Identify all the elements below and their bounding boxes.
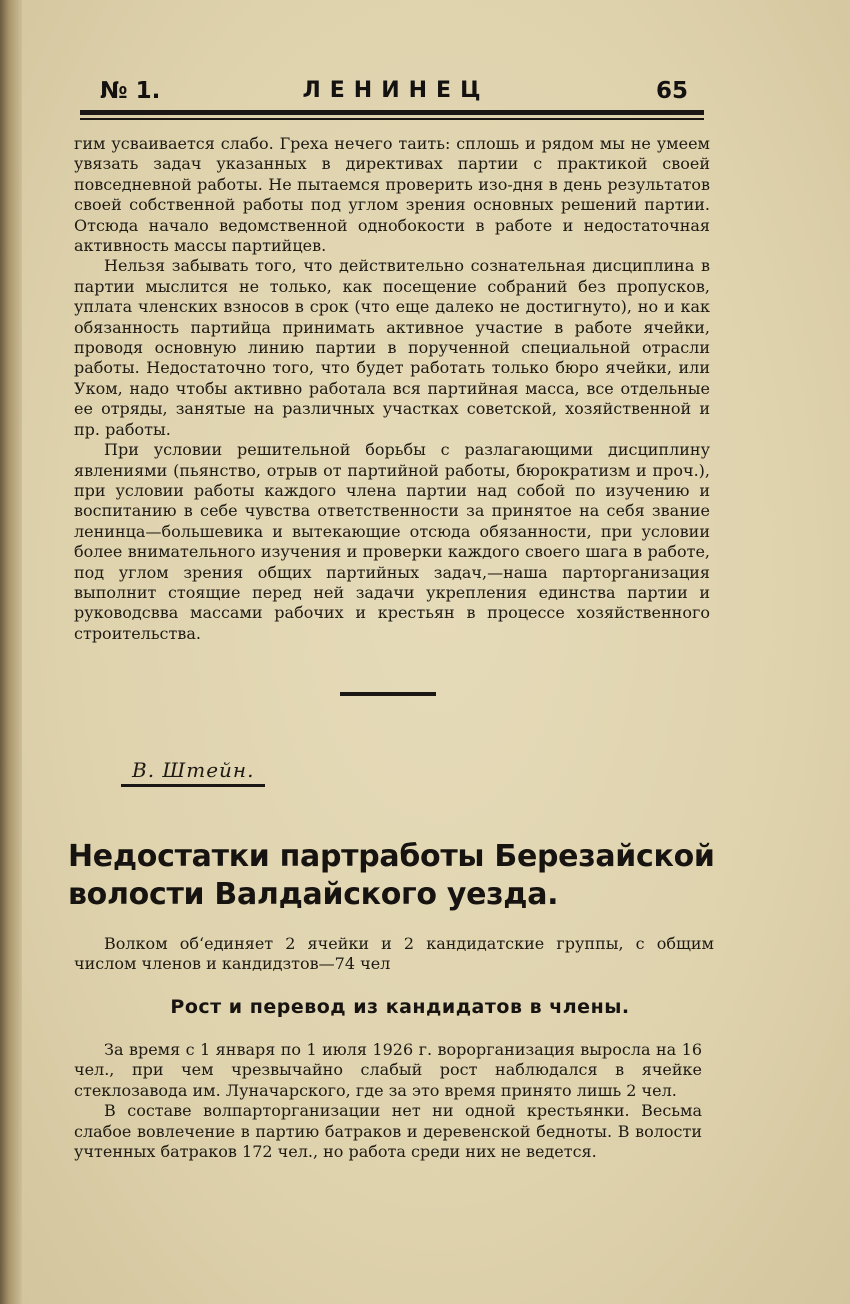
paragraph: гим усваивается слабо. Греха нечего таить: сплошь и рядом мы не умеем увязать задач указанных в директивах партии с практикой своей повседневной работы. Не пытаемся проверить изо-дня в день результатов своей собственной работы под углом зрения основных решений партии. Отсюда начало ведомственной однобокости в работе и недостаточная активность массы партийцев.: [74, 134, 710, 256]
section-divider: [340, 692, 436, 696]
header-rule-thick: [80, 110, 704, 115]
article-continuation: [74, 134, 710, 644]
book-spine: [0, 0, 22, 1304]
journal-title: ЛЕНИНЕЦ: [302, 78, 490, 103]
section-heading: Рост и перевод из кандидатов в члены.: [170, 996, 630, 1018]
author-underline: [121, 784, 265, 787]
article-intro: [74, 934, 714, 975]
paragraph: В составе волпарторганизации нет ни одной крестьянки. Весьма слабое вовлечение в партию батраков и деревенской бедноты. В волости учтенных батраков 172 чел., но работа среди них не ведется.: [74, 1101, 702, 1162]
article-title: Недостатки партработы Березайской волости Валдайского уезда.: [68, 839, 715, 912]
issue-number: № 1.: [100, 78, 161, 104]
paragraph: За время с 1 января по 1 июля 1926 г. ворорганизация выросла на 16 чел., при чем чрезвычайно слабый рост наблюдался в ячейке стеклозавода им. Луначарского, где за это время принято лишь 2 чел.: [74, 1040, 702, 1100]
header-rule-thin: [80, 118, 704, 120]
intro-paragraph: Волком об‘единяет 2 ячейки и 2 кандидатские группы, с общим числом членов и кандидзтов—74 чел: [74, 934, 714, 974]
running-header: [80, 78, 704, 112]
paragraph: Нельзя забывать того, что действительно сознательная дисциплина в партии мыслится не только, как посещение собраний без пропусков, уплата членских взносов в срок (что еще далеко не достигнуто), но и как обязанность партийца принимать активное участие в работе ячейки, проводя основную линию партии в порученной специальной отрасли работы. Недостаточно того, что будет работать только бюро ячейки, или Уком, надо чтобы активно работала вся партийная масса, все отдельные ее отряды, занятые на различных участках советской, хозяйственной и пр. работы.: [74, 256, 710, 439]
article-body: [74, 1040, 702, 1162]
page-number: 65: [655, 78, 688, 104]
paragraph: При условии решительной борьбы с разлагающими дисциплину явлениями (пьянство, отрыв от партийной работы, бюрократизм и проч.), при условии работы каждого члена партии над собой по изучению и воспитанию в себе чувства ответственности за принятое на себя звание ленинца—большевика и вытекающие отсюда обязанности, при условии более внимательного изучения и проверки каждого своего шага в работе, под углом зрения общих партийных задач,—наша парторганизация выполнит стоящие перед ней задачи укрепления единства партии и руководсвва массами рабочих и крестьян в процессе хозяйственного строительства.: [74, 440, 710, 643]
author-signature: В. Штейн.: [132, 758, 255, 782]
